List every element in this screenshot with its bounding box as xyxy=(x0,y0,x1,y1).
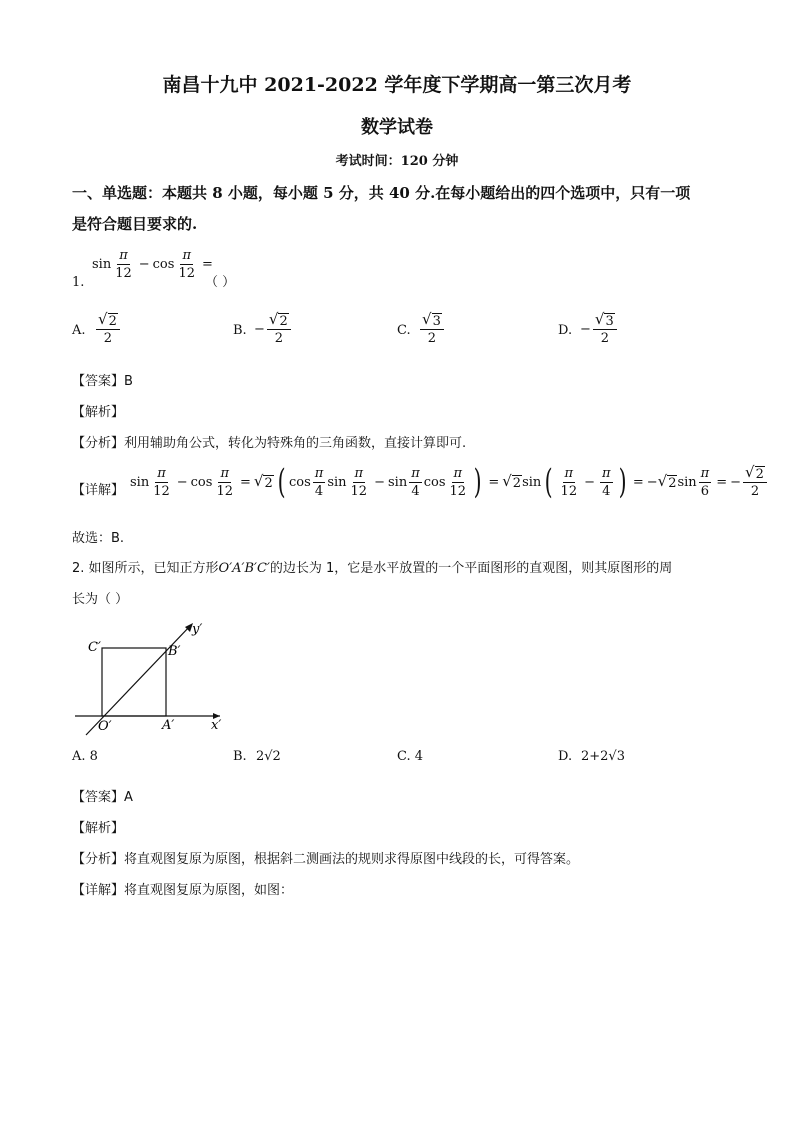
q1-option-c-value: √ 3 2 xyxy=(418,311,446,347)
section-heading-line2: 是符合题目要求的. xyxy=(72,215,198,233)
q2-figure xyxy=(72,615,232,740)
q2-detail xyxy=(72,879,293,898)
label-b: B′ xyxy=(168,644,181,659)
square-outline xyxy=(102,648,166,716)
q2-detail-tag: 【详解】 xyxy=(72,883,125,898)
q1-blank: （ ） xyxy=(205,275,236,290)
label-a: A′ xyxy=(162,718,175,733)
q1-option-d-label: D. xyxy=(558,323,573,338)
q1-answer xyxy=(72,370,133,389)
label-c: C′ xyxy=(88,640,101,655)
section-heading-line1: 一、单选题：本题共 8 小题，每小题 5 分，共 40 分.在每小题给出的四个选项中，只有一项 xyxy=(72,184,691,202)
q1-expression: sin $\frac{\pi}{12}$ − cos $\frac{\pi}{12}$ = xyxy=(92,248,213,281)
q2-analysis-tag: 【解析】 xyxy=(72,821,125,836)
q2-square-name: O′A′B′C′ xyxy=(218,561,270,576)
q2-answer xyxy=(72,786,133,805)
q2-fenxi xyxy=(72,848,579,867)
q2-detail-text: 将直观图复原为原图，如图： xyxy=(124,883,294,898)
q2-option-a: A. 8 xyxy=(72,749,98,764)
page-subtitle: 数学试卷 xyxy=(361,117,433,138)
q2-stem-b: 的边长为 1，它是水平放置的一个平面图形的直观图，则其原图形的周 xyxy=(269,561,673,576)
q1-option-b-label: B. xyxy=(233,323,247,338)
q2-option-b-value: 2√2 xyxy=(256,749,281,764)
q2-answer-value: A xyxy=(124,790,133,805)
q2-fenxi-text: 将直观图复原为原图，根据斜二测画法的规则求得原图中线段的长，可得答案。 xyxy=(124,852,580,867)
q2-stem-line2: 长为（ ） xyxy=(72,592,129,607)
q1-fenxi-text: 利用辅助角公式，转化为特殊角的三角函数，直接计算即可. xyxy=(124,436,467,451)
q1-answer-tag: 【答案】 xyxy=(72,374,125,389)
q1-number: 1. xyxy=(72,275,85,290)
q2-stem-line1 xyxy=(72,557,672,576)
q1-detail-tag: 【详解】 xyxy=(72,483,125,498)
page-title: 南昌十九中 2021-2022 学年度下学期高一第三次月考 xyxy=(162,74,632,96)
q1-answer-value: B xyxy=(124,374,133,389)
q2-option-c: C. 4 xyxy=(397,749,424,764)
q1-option-a-label: A. xyxy=(72,323,86,338)
exam-time: 考试时间：120 分钟 xyxy=(335,154,459,169)
q1-fenxi xyxy=(72,432,466,451)
q1-option-a-value: √ 2 2 xyxy=(94,311,122,347)
q1-option-d-value: − √ 3 2 xyxy=(580,311,619,347)
q1-option-c-label: C. xyxy=(397,323,411,338)
q1-fenxi-tag: 【分析】 xyxy=(72,436,125,451)
q1-detail-formula: sin $\frac{\pi}{12}$ − cos $\frac{\pi}{12}$ = √ 2 ( cos $\frac{\pi}{4}$ sin $\frac{\pi}{12}$ − sin $\frac{\pi}{4}$ cos $\frac{\pi}{12}$ ) = √ 2 sin ( $\frac{\pi}{12}$ − $\frac{\pi}{4}$ ) = − √ 2 sin $\frac{\pi}{6}$ = − √ 2 2 xyxy=(130,464,769,500)
q2-option-d-label: D. xyxy=(558,749,573,764)
q1-analysis-tag: 【解析】 xyxy=(72,405,125,420)
label-o: O′ xyxy=(98,719,112,734)
q1-option-b-value: − √ 2 2 xyxy=(254,311,293,347)
q2-answer-tag: 【答案】 xyxy=(72,790,125,805)
q2-fenxi-tag: 【分析】 xyxy=(72,852,125,867)
q2-option-b-label: B. xyxy=(233,749,247,764)
q2-stem-a: 2. 如图所示，已知正方形 xyxy=(72,561,219,576)
label-y: y′ xyxy=(192,622,203,637)
q1-conclusion: 故选：B. xyxy=(72,531,125,546)
q2-option-d-value: 2+2√3 xyxy=(581,749,625,764)
label-x: x′ xyxy=(211,718,222,733)
